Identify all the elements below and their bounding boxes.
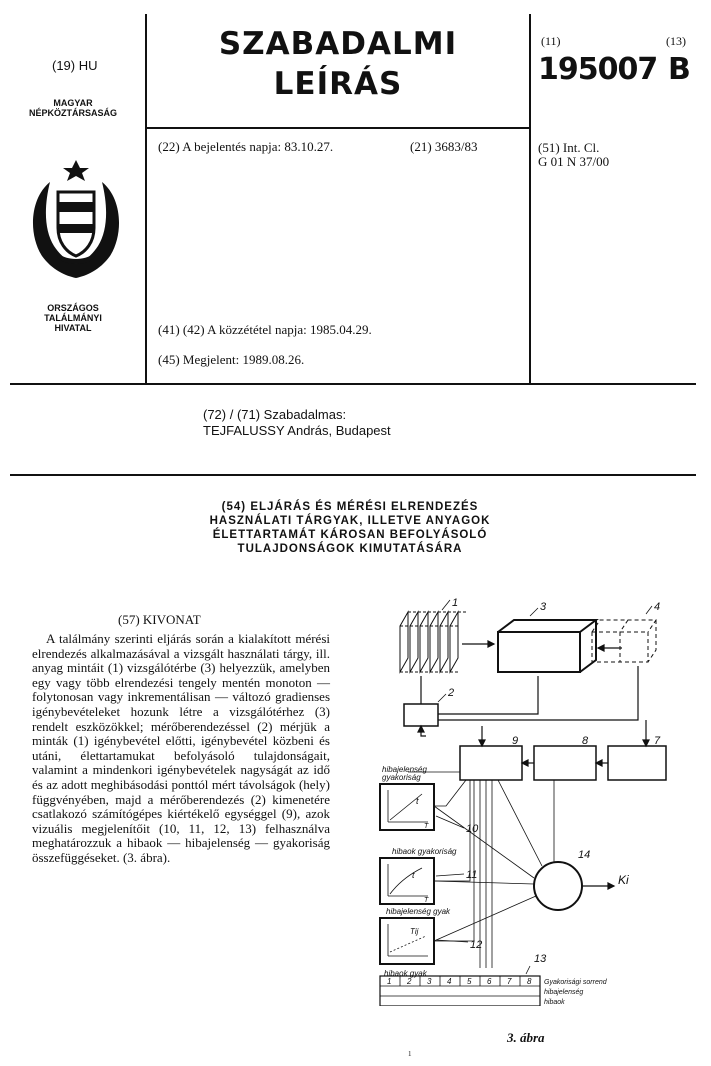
plot3-title: hibajelenség gyak	[386, 907, 451, 916]
page-footer-mark: 1	[408, 1050, 412, 1058]
unit-7-box	[608, 746, 666, 780]
plot2-title: hibaok gyakoriság	[392, 847, 457, 856]
plot1-title-a: hibajelenség	[382, 765, 427, 774]
header-divider-right	[529, 14, 531, 384]
coat-of-arms-emblem	[28, 158, 124, 284]
plot1-title-b: gyakoriság	[382, 773, 421, 782]
output-element-14	[534, 862, 582, 910]
office-line3: HIVATAL	[54, 323, 92, 333]
figure-ref-4: 4	[654, 601, 661, 613]
proprietor-label: (72) / (71) Szabadalmas:	[203, 407, 347, 422]
proprietor-bottom-rule	[10, 474, 696, 476]
table-col-6: 6	[487, 977, 492, 986]
unit-8-box	[534, 746, 596, 780]
table-col-7: 7	[507, 977, 512, 986]
invention-title-line2: HASZNÁLATI TÁRGYAK, ILLETVE ANYAGOK	[209, 515, 491, 527]
country-name	[6, 98, 140, 118]
evaluation-unit-box	[460, 746, 522, 780]
doc-type-line2: LEÍRÁS	[273, 66, 403, 102]
code-13: (13)	[666, 34, 686, 48]
patent-number: 195007	[538, 52, 658, 87]
plot1-axis-t: t	[416, 796, 419, 806]
header-rule	[145, 127, 531, 129]
figure-ref-11: 11	[466, 869, 478, 881]
figure-ref-14: 14	[578, 849, 591, 861]
country-name-line2: NÉPKÖZTÁRSASÁG	[28, 108, 117, 118]
table-row-label-1: Gyakorisági sorrend	[544, 979, 607, 986]
invention-title-line3: ÉLETTARTAMÁT KÁROSAN BEFOLYÁSOLÓ	[212, 529, 488, 541]
invention-title	[120, 500, 580, 556]
int-cl-value: G 01 N 37/00	[538, 154, 610, 169]
dashed-boxes	[592, 620, 656, 662]
table-col-5: 5	[467, 977, 472, 986]
table-col-8: 8	[527, 977, 532, 986]
office-line1: ORSZÁGOS	[47, 303, 99, 313]
plot3-inner-label: Tij	[410, 927, 419, 936]
figure-ref-8: 8	[582, 735, 589, 747]
table-col-1: 1	[387, 977, 392, 986]
abstract-text: A találmány szerinti eljárás során a kialakított mérési elrendezés alkalmazásával a vizsgált használati tárgy, ill. anyag mintáit (1) vizsgálótérbe (3) helyezzük, amelyben egy vagy több elrendezési tengely mentén monoton — folytonosan vagy inkrementálisan — változó gradienses igénybevételeket hozunk létre a vizsgálótérhez (3) rendelt eszközökkel; mérőberendezéssel (2) mérjük a minták (1) igénybevétel előtti, igénybevétel közbeni és utáni, élettartamukat befolyásoló tulajdonságait, valamint a mindenkori igénybevételek nagyságát az idő és az adott meghibásodási ponttól mért távolságok (hely) függvényében, majd a mérőberendezés (2) kimenetére csatlakozó számítógépes kiértékelő egységgel (9), azok vizuális megjelenítőit (10, 11, 12, 13) felhasználva meghatározzuk a hibaok — hibajelenség — gyakoriság összefüggéseket. (3. ábra).	[32, 631, 330, 865]
plot2-axis-T: T	[424, 897, 429, 904]
plot1-axis-T: T	[424, 823, 429, 830]
application-number: (21) 3683/83	[410, 139, 478, 154]
figure-ref-12: 12	[470, 939, 483, 951]
table-col-2: 2	[407, 977, 412, 986]
table-col-3: 3	[427, 977, 432, 986]
document-type	[147, 24, 529, 104]
figure-ref-13: 13	[534, 953, 547, 965]
filing-date: (22) A bejelentés napja: 83.10.27.	[158, 139, 334, 154]
kind-code: B	[668, 52, 690, 87]
plot3-bottom-label: hibaok gyak	[384, 969, 427, 978]
figure-ref-7: 7	[654, 735, 661, 747]
figure-ref-2: 2	[448, 687, 455, 699]
output-label: Ki	[618, 873, 629, 887]
figure-ref-10: 10	[466, 823, 479, 835]
invention-title-line1: (54) ELJÁRÁS ÉS MÉRÉSI ELRENDEZÉS	[221, 501, 479, 513]
header-bottom-rule	[10, 383, 696, 385]
figure-3-diagram	[370, 596, 700, 1006]
office-line2: TALÁLMÁNYI	[44, 313, 102, 323]
measuring-device-box	[404, 704, 438, 726]
leader-1	[442, 600, 450, 610]
figure-caption: 3. ábra	[507, 1030, 545, 1045]
int-cl-label: (51) Int. Cl.	[538, 140, 600, 155]
patent-office-name	[6, 303, 140, 333]
figure-ref-1: 1	[452, 597, 459, 609]
test-chamber-box	[498, 620, 596, 672]
doc-type-line1: SZABADALMI	[218, 26, 458, 62]
country-name-line1: MAGYAR	[53, 98, 93, 108]
sample-plates	[400, 612, 466, 672]
issue-date: (45) Megjelent: 1989.08.26.	[158, 352, 305, 367]
country-code: (19) HU	[52, 58, 98, 73]
code-11: (11)	[541, 34, 561, 48]
abstract-heading: (57) KIVONAT	[118, 612, 201, 627]
table-row-label-3: hibaok	[544, 999, 565, 1006]
table-col-4: 4	[447, 977, 452, 986]
publication-date: (41) (42) A közzététel napja: 1985.04.29.	[158, 322, 372, 337]
table-row-label-2: hibajelenség	[544, 989, 584, 996]
plot2-axis-t: t	[412, 870, 415, 880]
invention-title-line4: TULAJDONSÁGOK KIMUTATÁSÁRA	[237, 543, 463, 555]
figure-ref-3: 3	[540, 601, 547, 613]
figure-ref-9: 9	[512, 735, 519, 747]
proprietor-name: TEJFALUSSY András, Budapest	[203, 423, 391, 438]
